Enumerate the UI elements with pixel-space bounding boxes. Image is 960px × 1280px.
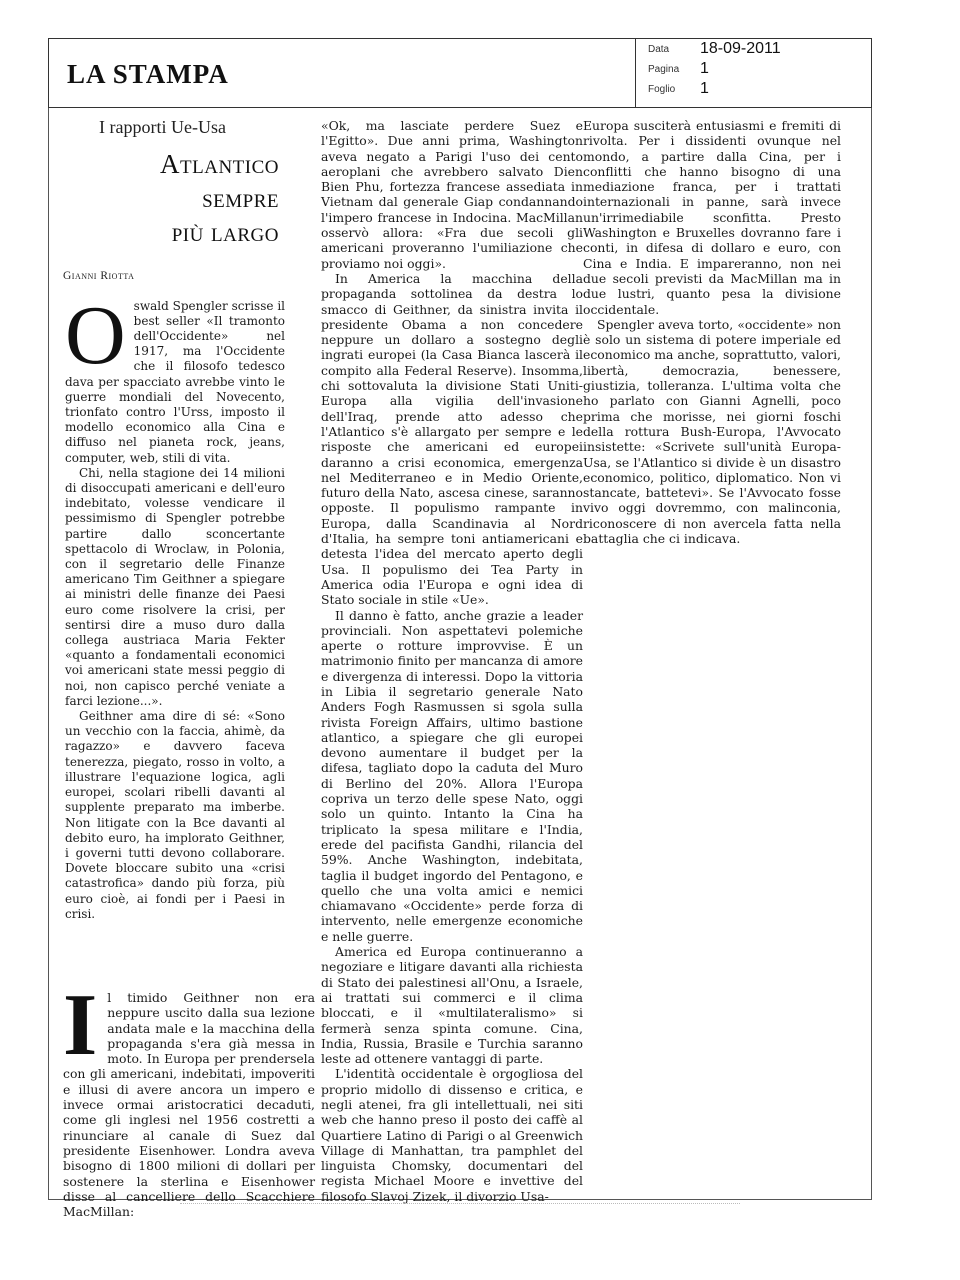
paragraph: America ed Europa continueranno a negoziare e litigare davanti alla richiesta di Stato dei palestinesi all'Onu, a Israele, ai trattati sui commerci e il clima bloccati, e il «multilateralismo» si fermerà senza spinta comune. Cina, India, Russia, Brasile e Turchia saranno leste ad ottenere vantaggi di parte. <box>321 944 583 1067</box>
headline-line: più largo <box>171 217 279 248</box>
meta-value-sheet: 1 <box>700 80 709 97</box>
meta-label: Foglio <box>648 84 676 95</box>
paragraph: «Ok, ma lasciate perdere Suez e l'Egitto». Due anni prima, Washington aveva negato a Parigi l'uso dei cento aeroplani che avrebbero salvato Dien Bien Phu, fortezza francese assediata in Vietnam dal generale Giap condannando l'impero francese in Indocina. MacMillan osservò allora: «Fra due secoli gli americani proveranno l'umiliazione che proviamo noi oggi». <box>321 118 583 271</box>
wide-paragraph-block <box>63 977 315 1220</box>
meta-label: Data <box>648 44 670 55</box>
meta-label: Pagina <box>648 64 680 75</box>
paragraph: In America la macchina della propaganda sottolinea da destra lo smacco di Geithner, da sinistra invita il presidente Obama a non concedere neppure un dollaro a sostegno degli ingrati europei (la Casa Bianca lascerà il compito alla Federal Reserve). Insomma, chi sottovaluta la divisione Stati Uniti-Europa alla vigilia dell'invasione dell'Iraq, prende atto adesso che l'Atlantico s'è allargato per sempre e le risposte che americani ed europei daranno a crisi economica, emergenza nel Mediterraneo e in Medio Oriente, futuro della Nato, ascesa cinese, saranno opposte. Il populismo rampante in Europa, dalla Scandinavia al Nord d'Italia, ha sempre toni antiamericani e detesta l'idea del mercato aperto degli Usa. Il populismo dei Tea Party in America odia l'Europa e ogni idea di Stato sociale in stile «Ue». <box>321 270 583 608</box>
kicker: I rapporti Ue-Usa <box>99 117 226 137</box>
column-3 <box>583 118 841 546</box>
header-box <box>48 38 872 108</box>
drop-cap: O <box>65 288 126 382</box>
paragraph: Il danno è fatto, anche grazie a leader provinciali. Non aspettatevi polemiche aperte o rotture improvvise. È un matrimonio finito per mancanza di amore e divergenza di interessi. Dopo la vittoria in Libia il segretario generale Nato Anders Fogh Rasmussen si sgola sulla rivista Foreign Affairs, ultimo bastione atlantico, a spiegare che gli europei devono aumentare il budget per la difesa, tagliato dopo la caduta del Muro di Berlino del 20%. Allora l'Europa copriva un terzo delle spese Nato, oggi solo un quinto. Intanto la Cina ha triplicato la spesa militare e l'India, erede del pacifista Gandhi, rilancia del 59%. Anche Washington, indebitata, taglia il budget ingordo del Pentagono, e quello che una volta amici e nemici chiamavano «Occidente» perde forza di intervento, nelle emergenze economiche e nelle guerre. <box>321 607 583 944</box>
paragraph: Geithner ama dire di sé: «Sono un vecchio con la faccia, ahimè, da ragazzo» e davvero faceva tenerezza, piegato, rosso in volto, a illustrare l'equazione logica, agli europei, scolari ribelli davanti al supplente preparato ma imberbe. Non litigate con la Bce davanti al debito euro, ha implorato Geithner, i governi tutti devono collaborare. Dovete bloccare subito una «crisi catastrofica» dando più forza, più euro cioè, ai fondi per i Paesi in crisi. <box>65 709 285 921</box>
column-2 <box>321 118 583 1204</box>
headline-line: Atlantico <box>160 149 279 180</box>
masthead-logo: LA STAMPA <box>67 59 229 89</box>
paragraph: Chi, nella stagione dei 14 milioni di disoccupati americani e dell'euro indebitato, volesse vendicare il pessimismo di Spengler potrebbe partire dallo sconcertante spettacolo di Wroclaw, in Polonia, con il segretario delle Finanze americano Tim Geithner a spiegare ai ministri delle finanze dei Paesi euro come risolvere la crisi, per sentirsi dire a muso duro dalla collega austriaca Maria Fekter «quanto a fondamentali economici voi americani state messi peggio di noi, non capisco perché veniate a farci lezione...». <box>65 465 285 708</box>
column-1 <box>63 108 285 922</box>
drop-cap: I <box>63 977 98 1074</box>
paragraph: Oswald Spengler scrisse il best seller «Il tramonto dell'Occidente» nel 1917, ma l'Occidente che il filosofo tedesco dava per spacciato avrebbe vinto le guerre mondiali del Novecento, trionfato contro l'Urss, imposto il modello economico alla Cina e diffuso nel pianeta rock, jeans, computer, web, stili di vita. <box>65 288 285 465</box>
paragraph: L'identità occidentale è orgogliosa del proprio midollo di dissenso e critica, e negli atenei, fra gli intellettuali, nei siti web che hanno preso il posto dei caffè al Quartiere Latino di Parigi o al Greenwich Village di Manhattan, tra pamphlet del linguista Chomsky, documentari del regista Michael Moore e invettive del filosofo Slavoj Zizek, il divorzio Usa- <box>321 1066 583 1204</box>
article <box>48 108 872 1220</box>
headline <box>63 147 285 249</box>
column-1-body <box>65 288 285 922</box>
metadata-box <box>635 38 874 108</box>
headline-line: sempre <box>202 183 279 214</box>
paragraph: Il timido Geithner non era neppure uscito dalla sua lezione andata male e la macchina della propaganda s'era già messa in moto. In Europa per prendersela con gli americani, indebitati, impoveriti e illusi di avere ancora un impero e invece ormai aristocratici decaduti, come gli inglesi nel 1956 costretti a rinunciare al canale di Suez dal presidente Eisenhower. Londra aveva bisogno di 1800 milioni di dollari per sostenere la sterlina e Eisenhower disse al cancelliere dello Scacchiere MacMillan: <box>63 977 315 1220</box>
meta-value-page: 1 <box>700 60 709 77</box>
paragraph: Europa susciterà entusiasmi e fremiti di rivolta. Per i dissidenti ovunque nel mondo, a partire dalla Cina, per i conflitti che hanno bisogno di una mediazione franca, per i trattati internazionali in panne, sarà invece un'irrimediabile sconfitta. Presto Washington e Bruxelles dovranno fare i conti, in difesa di dollaro e euro, con Cina e India. E impareranno, non nei due secoli previsti da MacMillan ma in due lustri, quanto pesa la divisione occidentale. <box>583 118 841 317</box>
paragraph: Spengler aveva torto, «occidente» non è solo un sistema di potere imperiale ed economico ma anche, soprattutto, valori, libertà, democrazia, benessere, giustizia, tolleranza. L'ultima volta che ho parlato con Gianni Agnelli, poco prima che morisse, nei giorni foschi della rottura Bush-Europa, l'Avvocato insistette: «Scrivete sull'unità Europa-Usa, se l'Atlantico si divide è un disastro economico, politico, diplomatico. Non vi stancate, battetevi». Se l'Avvocato fosse vivo oggi dovremmo, con malinconia, riconoscere di non avercela fatta nella battaglia che ci indicava. <box>583 316 841 547</box>
byline: Gianni Riotta <box>63 270 135 283</box>
footer-divider <box>180 1203 740 1205</box>
meta-value-date: 18-09-2011 <box>700 40 781 57</box>
